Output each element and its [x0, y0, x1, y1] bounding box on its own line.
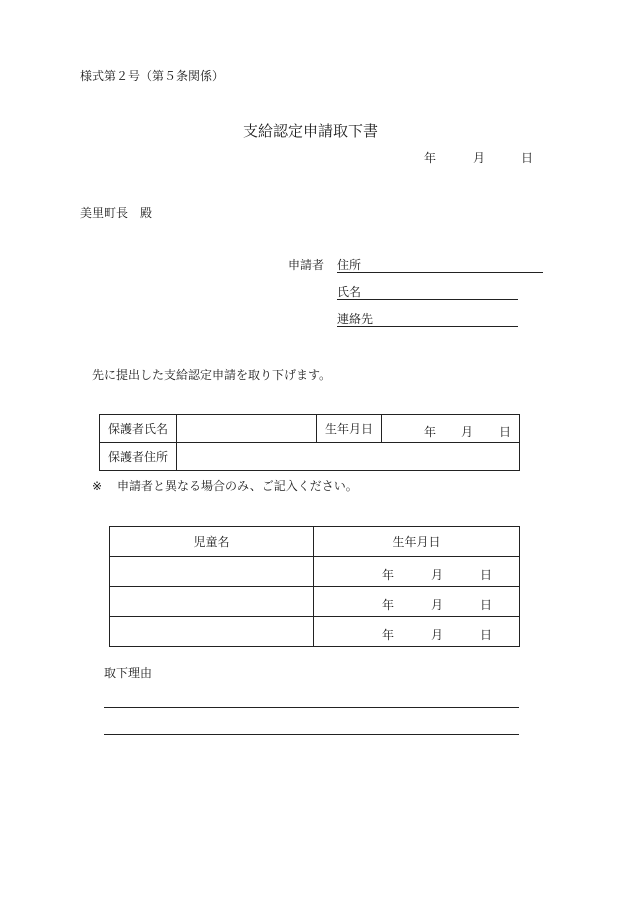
guardian-birth-year-label: 年	[424, 425, 437, 439]
children-table	[109, 526, 520, 647]
table-row	[110, 557, 520, 587]
date-day-label: 日	[521, 151, 534, 165]
guardian-birthdate-field[interactable]	[382, 415, 520, 443]
child-birth-year-label: 年	[382, 568, 395, 582]
children-table-header	[110, 527, 520, 557]
form-number: 様式第２号（第５条関係）	[80, 69, 225, 83]
child-birth-day-label: 日	[480, 568, 493, 582]
child-birthdate-field[interactable]	[314, 557, 520, 587]
applicant-contact-label: 連絡先	[337, 312, 374, 326]
document-title: 支給認定申請取下書	[243, 122, 379, 140]
withdrawal-statement: 先に提出した支給認定申請を取り下げます。	[92, 368, 332, 382]
date-month-label: 月	[473, 151, 486, 165]
applicant-name-field[interactable]	[337, 285, 518, 300]
guardian-birthdate-label: 生年月日	[317, 415, 382, 443]
guardian-birth-month-label: 月	[461, 425, 474, 439]
child-birthdate-field[interactable]	[314, 617, 520, 647]
applicant-name-label: 氏名	[337, 285, 362, 299]
applicant-contact-field[interactable]	[337, 312, 518, 327]
withdrawal-reason-line-1[interactable]	[104, 707, 519, 708]
table-row	[110, 617, 520, 647]
child-birthdate-field[interactable]	[314, 587, 520, 617]
applicant-address-label: 住所	[337, 258, 362, 272]
note-mark: ※	[92, 479, 103, 493]
applicant-address-field[interactable]	[337, 258, 543, 273]
child-birth-month-label: 月	[431, 568, 444, 582]
guardian-name-label: 保護者氏名	[100, 415, 177, 443]
guardian-birth-day-label: 日	[499, 425, 512, 439]
child-birth-month-label: 月	[431, 628, 444, 642]
guardian-table	[99, 414, 520, 471]
child-name-field[interactable]	[110, 617, 314, 647]
note-text: 申請者と異なる場合のみ、ご記入ください。	[117, 479, 358, 493]
applicant-label: 申請者	[288, 258, 325, 272]
child-birth-day-label: 日	[480, 598, 493, 612]
child-name-field[interactable]	[110, 587, 314, 617]
child-name-field[interactable]	[110, 557, 314, 587]
children-birthdate-header: 生年月日	[314, 527, 520, 557]
guardian-address-field[interactable]	[177, 443, 520, 471]
child-birth-month-label: 月	[431, 598, 444, 612]
child-birth-year-label: 年	[382, 628, 395, 642]
table-row	[110, 587, 520, 617]
addressee: 美里町長 殿	[80, 206, 153, 220]
withdrawal-reason-label: 取下理由	[104, 666, 153, 680]
child-birth-year-label: 年	[382, 598, 395, 612]
date-year-label: 年	[424, 151, 437, 165]
withdrawal-reason-line-2[interactable]	[104, 734, 519, 735]
guardian-address-label: 保護者住所	[100, 443, 177, 471]
child-birth-day-label: 日	[480, 628, 493, 642]
guardian-name-field[interactable]	[177, 415, 317, 443]
children-name-header: 児童名	[110, 527, 314, 557]
